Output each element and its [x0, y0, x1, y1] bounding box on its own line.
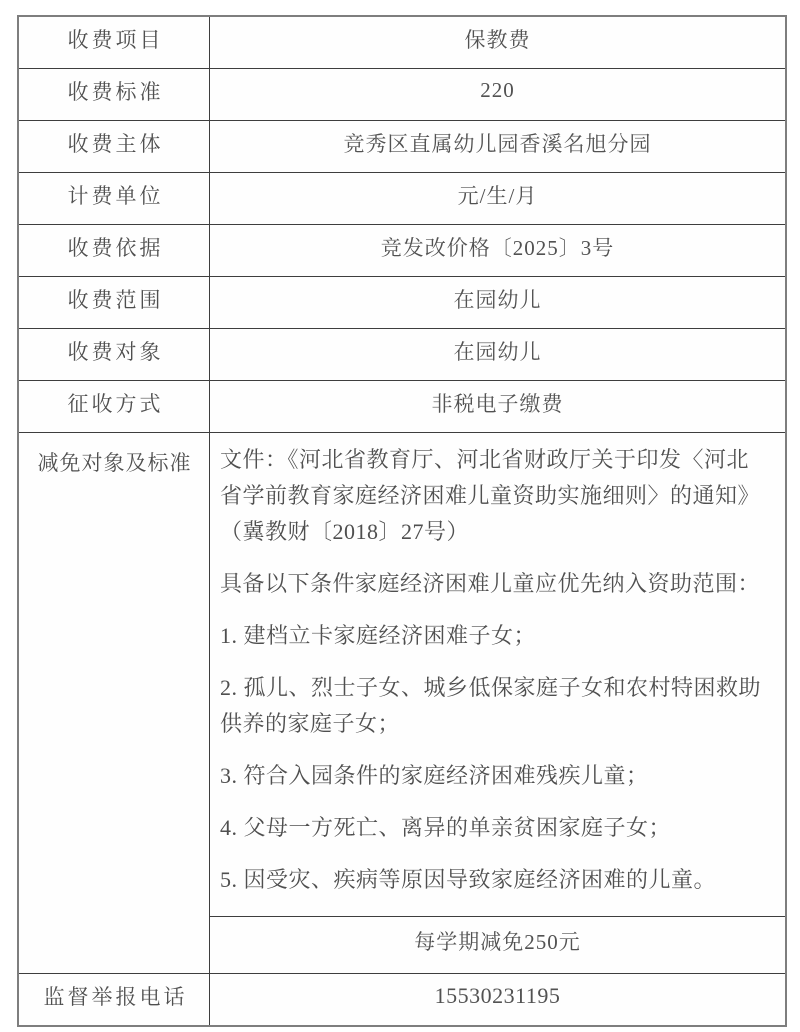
table-row-fee-target	[19, 329, 785, 381]
row-value: 非税电子缴费	[431, 391, 564, 416]
reduction-paragraph: 具备以下条件家庭经济困难儿童应优先纳入资助范围：	[220, 571, 761, 596]
row-value: 竞秀区直属幼儿园香溪名旭分园	[343, 131, 652, 156]
row-value: 在园幼儿	[453, 339, 542, 364]
row-label: 计费单位	[19, 173, 210, 224]
row-value: 220	[480, 78, 515, 102]
hotline-label: 监督举报电话	[19, 974, 210, 1025]
row-label: 收费依据	[19, 225, 210, 276]
row-label: 收费主体	[19, 121, 210, 172]
table-row-fee-entity	[19, 121, 785, 173]
reduction-paragraph: 2. 孤儿、烈士子女、城乡低保家庭子女和农村特困救助供养的家庭子女；	[220, 675, 762, 736]
fee-disclosure-table	[17, 15, 787, 1027]
table-row-hotline	[19, 974, 785, 1025]
row-value: 保教费	[464, 27, 531, 52]
hotline-number: 15530231195	[434, 982, 561, 1008]
row-label: 收费标准	[19, 69, 210, 120]
reduction-paragraph: 1. 建档立卡家庭经济困难子女；	[220, 623, 537, 648]
table-row-collection-method	[19, 381, 785, 433]
table-row-fee-standard	[19, 69, 785, 121]
row-label: 征收方式	[19, 381, 210, 432]
row-label: 收费项目	[19, 17, 210, 68]
table-row-fee-basis	[19, 225, 785, 277]
reduction-amount: 每学期减免250元	[210, 916, 785, 973]
row-value: 在园幼儿	[453, 287, 542, 312]
table-row-billing-unit	[19, 173, 785, 225]
reduction-paragraph: 3. 符合入园条件的家庭经济困难残疾儿童；	[220, 763, 649, 788]
reduction-label: 减免对象及标准	[19, 433, 210, 973]
row-value: 元/生/月	[457, 183, 538, 208]
reduction-paragraph: 文件：《河北省教育厅、河北省财政厅关于印发〈河北省学前教育家庭经济困难儿童资助实施细则〉的通知》（冀教财〔2018〕27号）	[220, 447, 761, 544]
reduction-paragraph: 4. 父母一方死亡、离异的单亲贫困家庭子女；	[220, 815, 672, 840]
reduction-body	[210, 433, 785, 973]
table-row-fee-item	[19, 17, 785, 69]
table-row-reduction	[19, 433, 785, 974]
table-row-fee-scope	[19, 277, 785, 329]
reduction-text	[210, 433, 785, 916]
row-value: 竞发改价格〔2025〕3号	[380, 235, 615, 260]
row-label: 收费范围	[19, 277, 210, 328]
row-label: 收费对象	[19, 329, 210, 380]
reduction-paragraph: 5. 因受灾、疾病等原因导致家庭经济困难的儿童。	[220, 867, 717, 892]
